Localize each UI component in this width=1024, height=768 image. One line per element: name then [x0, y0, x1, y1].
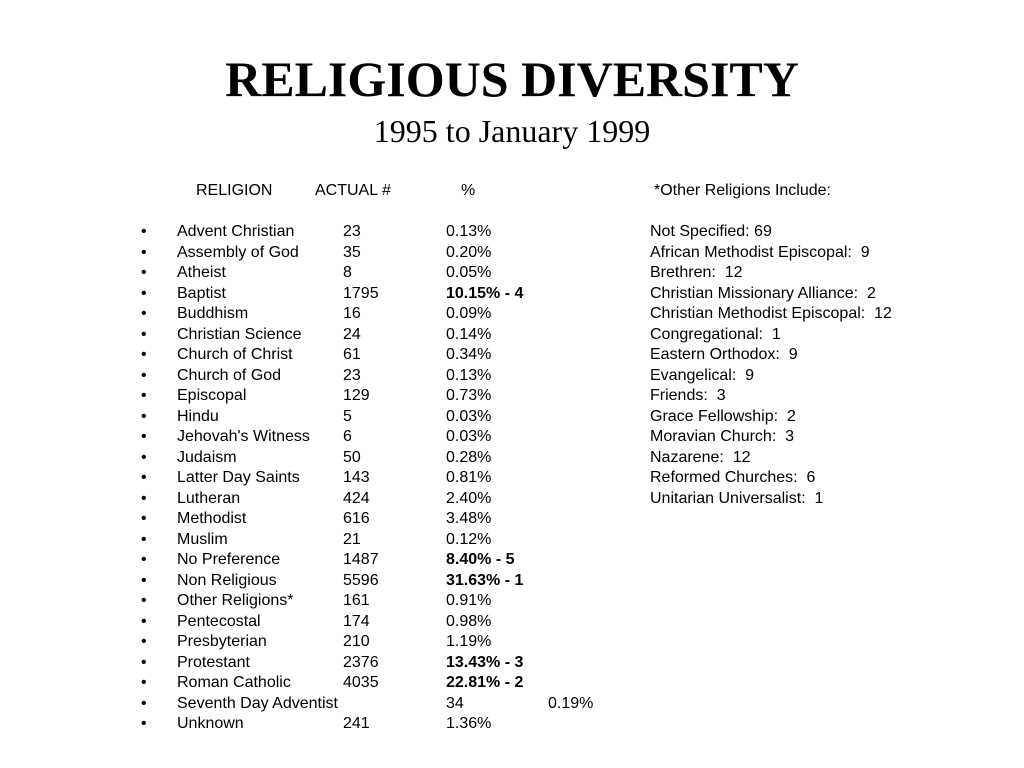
percent-value: 0.09%: [446, 305, 492, 322]
other-religion-item: Brethren: 12: [650, 264, 743, 281]
bullet-marker: •: [141, 469, 147, 486]
percent-value: 3.48%: [446, 510, 492, 527]
table-row: [0, 427, 640, 448]
other-religion-item: Friends: 3: [650, 387, 726, 404]
percent-value: 0.81%: [446, 469, 492, 486]
actual-count: 5: [343, 407, 352, 425]
religion-table: [0, 222, 640, 735]
actual-count: 2376: [343, 653, 379, 671]
other-religion-item: Christian Methodist Episcopal: 12: [650, 305, 892, 322]
bullet-marker: •: [141, 551, 147, 568]
other-religion-item: Reformed Churches: 6: [650, 469, 816, 486]
bullet-marker: •: [141, 715, 147, 732]
religion-name: Pentecostal: [177, 612, 261, 630]
actual-count: 50: [343, 448, 361, 466]
percent-value: 0.03%: [446, 428, 492, 445]
religion-name: Assembly of God: [177, 243, 299, 261]
other-religion-item: Unitarian Universalist: 1: [650, 489, 824, 507]
actual-count: 616: [343, 510, 370, 527]
table-row: [0, 550, 640, 571]
percent-value: 0.98%: [446, 612, 492, 630]
percent-value: 22.81% - 2: [446, 674, 524, 691]
religion-name: No Preference: [177, 551, 281, 568]
table-row: [0, 530, 640, 551]
header-actual: ACTUAL #: [315, 182, 391, 199]
religion-name: Judaism: [177, 448, 237, 466]
table-row: [0, 489, 640, 510]
table-row: [0, 263, 640, 284]
religion-name: Seventh Day Adventist: [177, 694, 338, 712]
other-religion-item: African Methodist Episcopal: 9: [650, 243, 870, 261]
religion-name: Other Religions*: [177, 592, 294, 609]
bullet-marker: •: [141, 592, 147, 609]
actual-count: 23: [343, 366, 361, 384]
table-row: [0, 325, 640, 346]
table-row: [0, 345, 640, 366]
actual-count: 61: [343, 346, 361, 363]
percent-value: 0.91%: [446, 592, 492, 609]
other-religion-item: Christian Missionary Alliance: 2: [650, 284, 876, 302]
table-row: [0, 407, 640, 428]
actual-count: 4035: [343, 674, 379, 691]
actual-count: 143: [343, 469, 370, 486]
actual-count: 24: [343, 325, 361, 343]
bullet-marker: •: [141, 633, 147, 650]
other-religion-item: Grace Fellowship: 2: [650, 407, 796, 425]
percent-value: 0.19%: [548, 694, 594, 712]
bullet-marker: •: [141, 489, 147, 507]
religion-name: Church of God: [177, 366, 282, 384]
actual-count: 129: [343, 387, 370, 404]
table-row: [0, 468, 640, 489]
other-religion-item: Eastern Orthodox: 9: [650, 346, 798, 363]
bullet-marker: •: [141, 387, 147, 404]
percent-value: 0.12%: [446, 530, 492, 548]
table-row: [0, 448, 640, 469]
actual-count: 21: [343, 530, 361, 548]
bullet-marker: •: [141, 407, 147, 425]
percent-value: 8.40% - 5: [446, 551, 515, 568]
bullet-marker: •: [141, 243, 147, 261]
table-row: [0, 222, 640, 243]
percent-value: 10.15% - 4: [446, 284, 524, 302]
actual-count: 161: [343, 592, 370, 609]
actual-count: 23: [343, 223, 361, 240]
actual-count: 1795: [343, 284, 379, 302]
percent-value: 0.73%: [446, 387, 492, 404]
actual-count: 16: [343, 305, 361, 322]
actual-count: 35: [343, 243, 361, 261]
bullet-marker: •: [141, 305, 147, 322]
bullet-marker: •: [141, 264, 147, 281]
religion-name: Atheist: [177, 264, 226, 281]
table-row: [0, 366, 640, 387]
percent-value: 0.03%: [446, 407, 492, 425]
table-row: [0, 673, 640, 694]
percent-value: 31.63% - 1: [446, 571, 524, 589]
actual-count: 174: [343, 612, 370, 630]
bullet-marker: •: [141, 448, 147, 466]
bullet-marker: •: [141, 612, 147, 630]
actual-count: 34: [446, 694, 464, 712]
other-religion-item: Moravian Church: 3: [650, 428, 795, 445]
table-row: [0, 612, 640, 633]
religion-name: Lutheran: [177, 489, 241, 507]
table-row: [0, 284, 640, 305]
religion-name: Advent Christian: [177, 223, 295, 240]
percent-value: 2.40%: [446, 489, 492, 507]
bullet-marker: •: [141, 325, 147, 343]
actual-count: 6: [343, 428, 352, 445]
table-row: [0, 653, 640, 674]
actual-count: 1487: [343, 551, 379, 568]
bullet-marker: •: [141, 571, 147, 589]
religion-name: Unknown: [177, 715, 244, 732]
table-row: [0, 304, 640, 325]
header-religion: RELIGION: [196, 182, 273, 199]
religion-name: Episcopal: [177, 387, 247, 404]
religion-name: Baptist: [177, 284, 226, 302]
bullet-marker: •: [141, 346, 147, 363]
table-row: [0, 509, 640, 530]
bullet-marker: •: [141, 284, 147, 302]
actual-count: 5596: [343, 571, 379, 589]
religion-name: Christian Science: [177, 325, 302, 343]
other-religion-item: Nazarene: 12: [650, 448, 751, 466]
bullet-marker: •: [141, 653, 147, 671]
religion-name: Hindu: [177, 407, 219, 425]
bullet-marker: •: [141, 674, 147, 691]
percent-value: 0.13%: [446, 366, 492, 384]
religion-name: Muslim: [177, 530, 228, 548]
table-row: [0, 386, 640, 407]
table-row: [0, 694, 640, 715]
bullet-marker: •: [141, 694, 147, 712]
table-row: [0, 243, 640, 264]
religion-name: Non Religious: [177, 571, 277, 589]
other-religions-list: [650, 222, 1020, 509]
other-religion-item: Evangelical: 9: [650, 366, 755, 384]
actual-count: 210: [343, 633, 370, 650]
percent-value: 0.34%: [446, 346, 492, 363]
percent-value: 0.20%: [446, 243, 492, 261]
religion-name: Jehovah's Witness: [177, 428, 310, 445]
religion-name: Roman Catholic: [177, 674, 291, 691]
other-religion-item: Not Specified: 69: [650, 223, 772, 240]
slide-title: RELIGIOUS DIVERSITY: [225, 51, 799, 107]
header-percent: %: [461, 182, 476, 199]
actual-count: 424: [343, 489, 370, 507]
table-row: [0, 591, 640, 612]
actual-count: 241: [343, 715, 370, 732]
religion-name: Presbyterian: [177, 633, 267, 650]
table-row: [0, 571, 640, 592]
bullet-marker: •: [141, 223, 147, 240]
religion-name: Latter Day Saints: [177, 469, 300, 486]
bullet-marker: •: [141, 530, 147, 548]
percent-value: 0.28%: [446, 448, 492, 466]
actual-count: 8: [343, 264, 352, 281]
table-row: [0, 714, 640, 735]
religion-name: Methodist: [177, 510, 247, 527]
percent-value: 0.05%: [446, 264, 492, 281]
percent-value: 0.14%: [446, 325, 492, 343]
other-religion-item: Congregational: 1: [650, 325, 781, 343]
religion-name: Buddhism: [177, 305, 249, 322]
table-row: [0, 632, 640, 653]
bullet-marker: •: [141, 428, 147, 445]
slide-subtitle: 1995 to January 1999: [373, 113, 651, 149]
percent-value: 1.19%: [446, 633, 492, 650]
percent-value: 13.43% - 3: [446, 653, 524, 671]
religion-name: Church of Christ: [177, 346, 293, 363]
bullet-marker: •: [141, 366, 147, 384]
religion-name: Protestant: [177, 653, 250, 671]
bullet-marker: •: [141, 510, 147, 527]
percent-value: 1.36%: [446, 715, 492, 732]
percent-value: 0.13%: [446, 223, 492, 240]
header-other-religions: *Other Religions Include:: [654, 182, 831, 199]
